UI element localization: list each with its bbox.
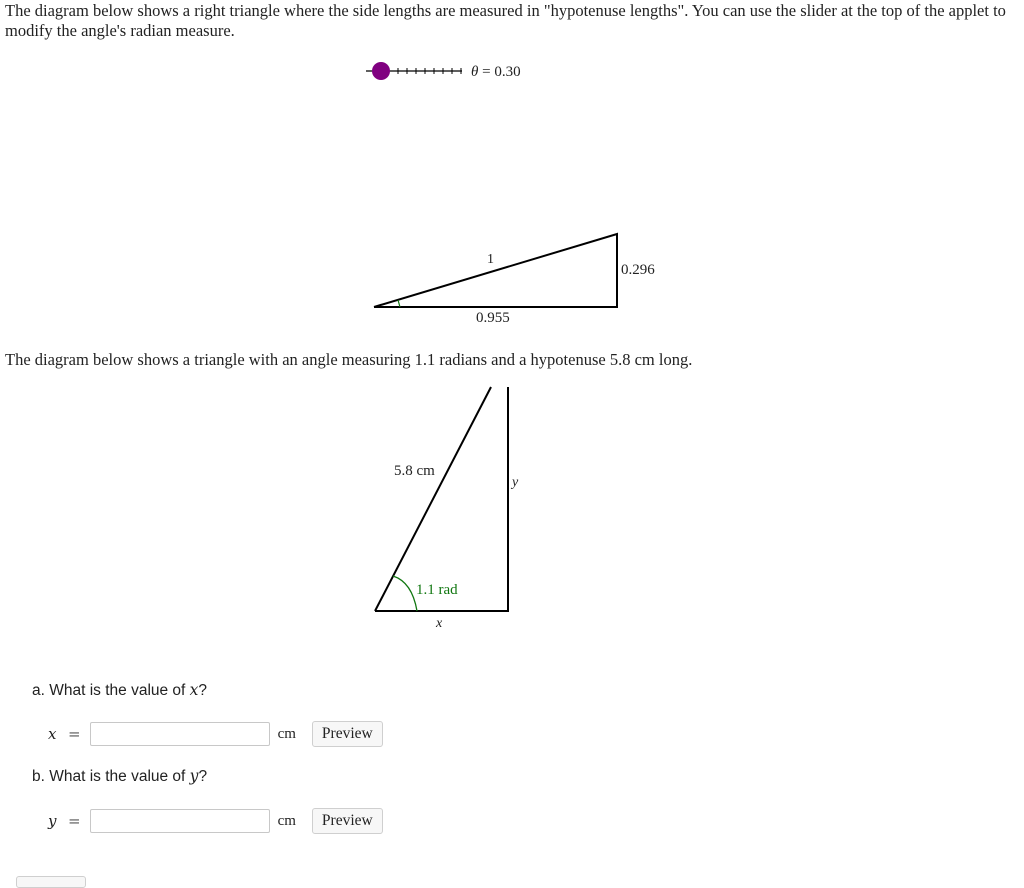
answer-a-equals: = bbox=[68, 725, 81, 743]
answer-a-var: x bbox=[48, 725, 57, 743]
answer-b-unit: cm bbox=[277, 812, 296, 829]
answer-b-input[interactable] bbox=[90, 809, 270, 833]
slider-handle[interactable] bbox=[372, 62, 390, 80]
figure-legs bbox=[375, 387, 508, 611]
triangle-figure bbox=[360, 380, 560, 640]
answer-row-a bbox=[48, 721, 383, 747]
question-b-text: b. What is the value of bbox=[32, 768, 190, 785]
question-b-suffix: ? bbox=[198, 768, 208, 785]
preview-b-button[interactable]: Preview bbox=[312, 808, 383, 834]
figure-angle-arc bbox=[393, 576, 417, 611]
intro2-text: The diagram below shows a triangle with an angle measuring 1.1 radians and a hypotenuse 5.8 cm long. bbox=[5, 350, 693, 369]
figure-angle-label: 1.1 rad bbox=[416, 582, 458, 598]
submit-button-edge[interactable] bbox=[16, 876, 86, 888]
question-a-suffix: ? bbox=[198, 682, 208, 699]
figure-hypotenuse bbox=[375, 387, 491, 611]
theta-symbol: θ bbox=[471, 64, 479, 80]
slider-equals: = bbox=[478, 64, 495, 80]
slider-readout bbox=[471, 64, 521, 80]
figure-canvas bbox=[360, 380, 560, 640]
applet-triangle bbox=[374, 234, 617, 307]
answer-b-var: y bbox=[48, 812, 57, 830]
question-a-text: a. What is the value of bbox=[32, 682, 190, 699]
hypotenuse-label: 1 bbox=[487, 252, 494, 267]
intro-text: The diagram below shows a right triangle where the side lengths are measured in "hypotenuse lengths". You can use the slider at the top of the applet to modify the angle's radian measure. bbox=[5, 1, 1006, 40]
question-b bbox=[32, 767, 207, 786]
answer-row-b bbox=[48, 808, 383, 834]
figure-y-label: y bbox=[512, 475, 519, 490]
question-a-var: x bbox=[189, 681, 199, 699]
slider-value: 0.30 bbox=[494, 64, 521, 80]
figure-hypotenuse-label: 5.8 cm bbox=[394, 463, 435, 479]
answer-a-input[interactable] bbox=[90, 722, 270, 746]
question-a bbox=[32, 681, 207, 700]
applet-canvas bbox=[360, 55, 680, 325]
answer-b-equals: = bbox=[68, 812, 81, 830]
applet-angle-arc bbox=[398, 300, 400, 307]
question-b-var: y bbox=[189, 767, 199, 785]
opposite-label: 0.296 bbox=[621, 262, 655, 278]
preview-a-button[interactable]: Preview bbox=[312, 721, 383, 747]
figure-x-label: x bbox=[436, 616, 443, 631]
triangle-applet[interactable] bbox=[360, 55, 680, 325]
adjacent-label: 0.955 bbox=[476, 310, 510, 326]
answer-a-unit: cm bbox=[277, 725, 296, 742]
